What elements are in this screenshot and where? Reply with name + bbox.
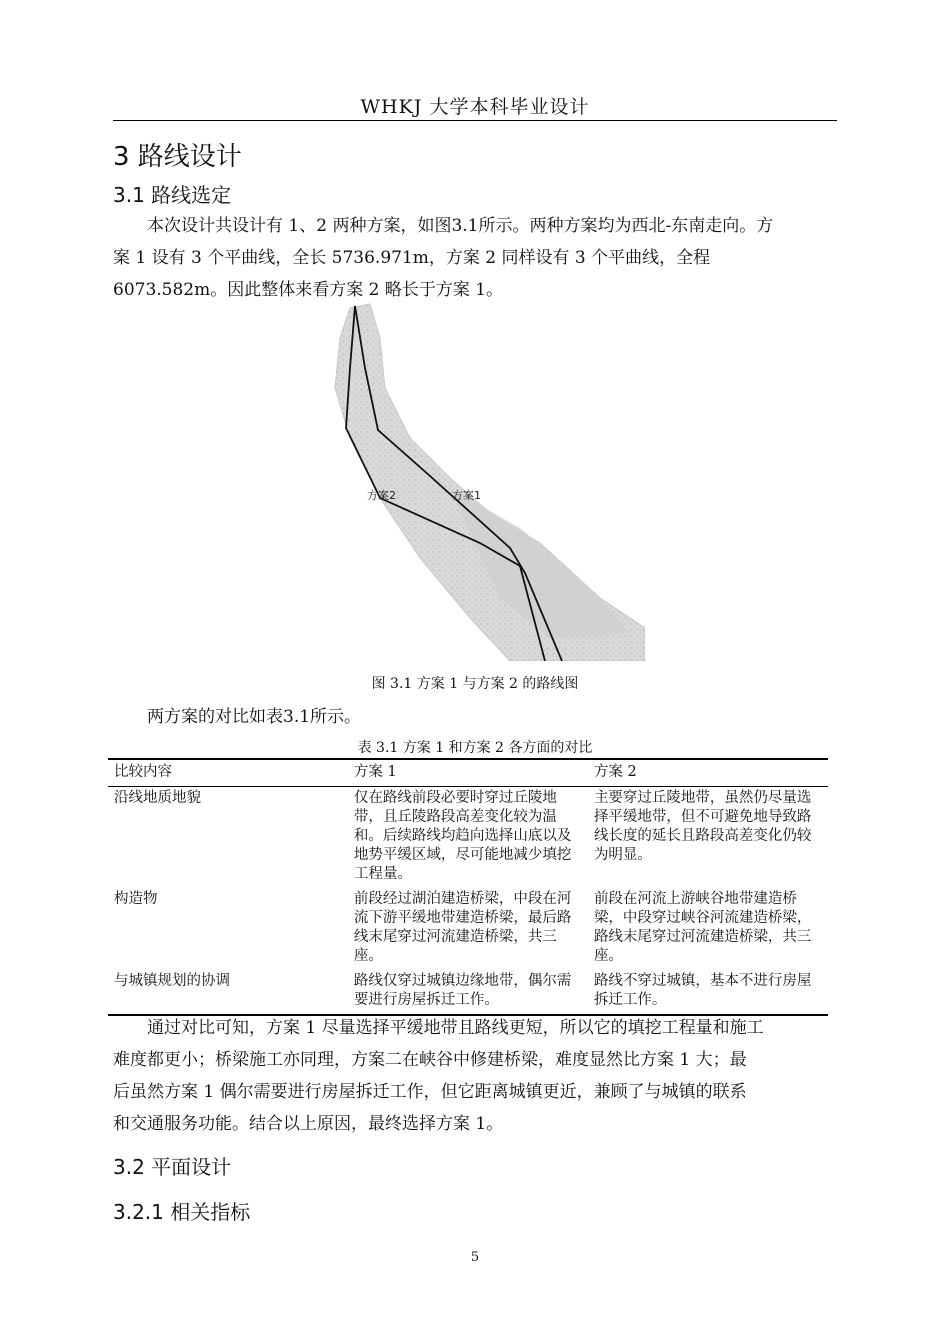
- table-cell: 前段经过湖泊建造桥梁，中段在河流下游平缓地带建造桥梁，最后路线末尾穿过河流建造桥梁，共三座。: [353, 891, 572, 964]
- conclusion-line-1: 通过对比可知，方案 1 尽量选择平缓地带且路线更短，所以它的填挖工程量和施工: [147, 1018, 764, 1038]
- para-line-2: 案 1 设有 3 个平曲线，全长 5736.971m，方案 2 同样设有 3 个平曲线，全程: [113, 248, 711, 268]
- figure-caption: 图 3.1 方案 1 与方案 2 的路线图: [371, 676, 579, 692]
- table-row: [108, 970, 828, 1015]
- table-row: [108, 787, 828, 889]
- compare-intro-text: 两方案的对比如表3.1所示。: [147, 707, 362, 727]
- route-1-label: 方案1: [452, 489, 481, 502]
- header-cell: 方案 1: [348, 759, 588, 787]
- header-cell: 方案 2: [588, 759, 828, 787]
- table-cell: 主要穿过丘陵地带，虽然仍尽量选择平缓地带，但不可避免地导致路线长度的延长且路段高差变化仍较为明显。: [593, 790, 812, 863]
- route-2-label: 方案2: [367, 489, 396, 502]
- table-row: [108, 888, 828, 970]
- table-cell: 与城镇规划的协调: [108, 970, 348, 1015]
- table-header-row: [108, 759, 828, 787]
- table-caption: 表 3.1 方案 1 和方案 2 各方面的对比: [357, 740, 593, 756]
- para-line-3: 6073.582m。因此整体来看方案 2 略长于方案 1。: [113, 280, 504, 300]
- section-3-2-title: 3.2 平面设计: [113, 1155, 232, 1179]
- chapter-title: 3 路线设计: [113, 142, 242, 172]
- section-3-1-title: 3.1 路线选定: [113, 183, 232, 207]
- table-cell: 仅在路线前段必要时穿过丘陵地带，且丘陵路段高差变化较为温和。后续路线均趋向选择山底以及地势平缓区域，尽可能地减少填挖工程量。: [353, 790, 572, 882]
- comparison-table: [108, 758, 828, 1016]
- table-cell: 构造物: [114, 891, 158, 907]
- conclusion-line-2: 难度都更小；桥梁施工亦同理，方案二在峡谷中修建桥梁，难度显然比方案 1 大；最: [113, 1050, 747, 1070]
- table-cell: 路线不穿过城镇，基本不进行房屋拆迁工作。: [588, 970, 828, 1015]
- compare-intro: [113, 701, 837, 733]
- page-header: WHKJ 大学本科毕业设计: [360, 96, 590, 118]
- route-map-figure: [300, 298, 645, 661]
- table-cell: 沿线地质地貌: [114, 790, 201, 806]
- header-rule: [113, 120, 837, 121]
- header-cell: 比较内容: [108, 759, 348, 787]
- section-3-2-1-title: 3.2.1 相关指标: [113, 1200, 251, 1224]
- section-3-1-paragraph: [113, 210, 837, 306]
- para-line-1: 本次设计共设计有 1、2 两种方案，如图3.1所示。两种方案均为西北-东南走向。方: [147, 216, 774, 236]
- table-cell: 前段在河流上游峡谷地带建造桥梁，中段穿过峡谷河流建造桥梁，路线末尾穿过河流建造桥梁，共三座。: [593, 891, 812, 964]
- conclusion-paragraph: [113, 1012, 837, 1140]
- table-cell: 路线仅穿过城镇边缘地带，偶尔需要进行房屋拆迁工作。: [348, 970, 588, 1015]
- conclusion-line-3: 后虽然方案 1 偶尔需要进行房屋拆迁工作，但它距离城镇更近，兼顾了与城镇的联系: [113, 1082, 747, 1102]
- page-number: 5: [470, 1250, 480, 1265]
- conclusion-line-4: 和交通服务功能。结合以上原因，最终选择方案 1。: [113, 1114, 504, 1134]
